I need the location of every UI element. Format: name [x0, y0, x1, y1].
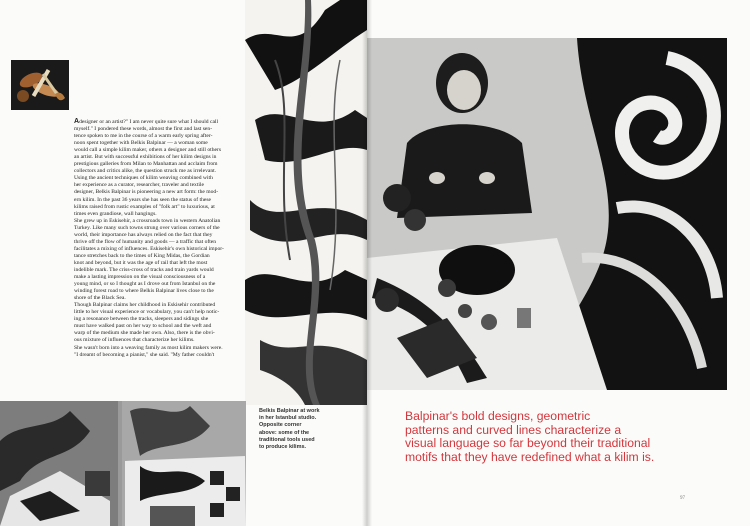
text-line: Using the ancient techniques of kilim weaving combined with: [74, 175, 213, 182]
paragraph-4: [74, 345, 250, 359]
text-line: She grew up in Eskisehir, a crossroads town in western Anatolian: [74, 217, 221, 224]
text-line: noon spent together with Belkis Balpinar — a woman some: [74, 140, 208, 147]
caption-line: above: some of the: [259, 429, 310, 436]
text-line: "I dreamt of becoming a pianist," she said. "My father couldn't: [74, 351, 215, 358]
text-line: winding forest road to where Belkis Balpinar lives close to the: [74, 288, 214, 295]
kilim-tools-photo: [11, 60, 69, 110]
caption-line: in her Istanbul studio.: [259, 415, 317, 422]
artist-portrait-photo: [367, 38, 727, 390]
text-line: knot and beyond, but it was the age of rail that left the most: [74, 259, 208, 266]
pull-quote-line: motifs that they have redefined what a kilim is.: [405, 449, 655, 464]
paragraph-2: [74, 218, 250, 303]
text-line: myself." I pondered these words, almost the first and last sen-: [74, 126, 213, 133]
text-line: indelible mark. The criss-cross of tracks and train yards would: [74, 266, 214, 273]
text-line: kilims raised from rustic examples of "folk art" to luxurious, at: [74, 203, 215, 210]
text-line: thrive off the flow of humanity and goods — a traffic that often: [74, 238, 217, 245]
text-line: would call a simple kilim maker, others a designer and still others: [74, 147, 222, 154]
pull-quote-line: visual language so far beyond their traditional: [405, 436, 651, 450]
text-line: tance stretches back to the times of King Midas, the Gordian: [74, 252, 210, 259]
paragraph-3: [74, 302, 250, 344]
paragraph-1: [74, 118, 250, 218]
pull-quote-line: patterns and curved lines characterize a: [405, 422, 622, 437]
text-line: Turkey. Like many such towns strung over various corners of the: [74, 224, 220, 231]
page-gutter: [362, 0, 372, 526]
text-line: world, their importance has always relied on the fact that they: [74, 231, 213, 238]
text-line: shore of the Black Sea.: [74, 295, 126, 302]
workshop-photo: [0, 401, 246, 526]
text-line: her experience as a curator, researcher, traveler and textile: [74, 182, 204, 189]
caption-line: traditional tools used: [259, 436, 315, 443]
text-line: designer, Belkis Balpinar is pioneering a new art form: the mod-: [74, 189, 219, 196]
text-line: an artist. But with successful exhibitions of her kilim designs in: [74, 154, 217, 161]
article-body: [74, 118, 250, 359]
text-line: tence spoken to me in the course of a warm early spring after-: [74, 133, 213, 140]
left-page: [0, 0, 367, 526]
caption-line: to produce kilims.: [259, 444, 307, 451]
pull-quote-line: Balpinar's bold designs, geometric: [405, 409, 591, 423]
text-line: collectors and critics alike, the question struck me as irrelevant.: [74, 168, 217, 175]
text-line: young mind, or so I thought as I drove out from Istanbul on the: [74, 281, 216, 288]
page-number: 97: [680, 496, 685, 501]
text-line: must have walked past on her way to school and the weft and: [74, 323, 212, 330]
text-line: facilitates a mixing of influences. Eskisehir's own historical impor-: [74, 245, 224, 252]
caption-line: Belkis Balpinar at work: [259, 408, 320, 414]
text-line: make a lasting impression on the visual consciousness of a: [74, 274, 206, 281]
text-line: Though Balpinar claims her childhood in Eskisehir contributed: [74, 302, 216, 309]
caption-line: Opposite corner: [259, 422, 302, 429]
text-line: warp of the medium she made her own. Also, there is the obvi-: [74, 330, 215, 337]
text-line: designer or an artist?" I am never quite sure what I should call: [79, 119, 219, 125]
pull-quote: [405, 410, 725, 464]
dropcap-letter: A: [74, 118, 80, 125]
right-page: [367, 0, 750, 526]
text-line: little to her visual experience or vocabulary, you can't help notic-: [74, 309, 220, 316]
text-line: She wasn't born into a weaving family as most kilim makers were.: [74, 344, 223, 351]
photo-caption: [259, 408, 351, 451]
text-line: ous mixture of influences that characterize her kilims.: [74, 337, 195, 344]
text-line: times even grandiose, wall hangings.: [74, 210, 157, 217]
tapestry-detail-image: [245, 0, 367, 405]
text-line: ern kilim. In the past 36 years she has seen the status of these: [74, 196, 212, 203]
text-line: ing a resonance between the tracks, sleepers and sidings she: [74, 316, 209, 323]
text-line: prestigious galleries from Milan to Manhattan and acclaim from: [74, 161, 218, 168]
